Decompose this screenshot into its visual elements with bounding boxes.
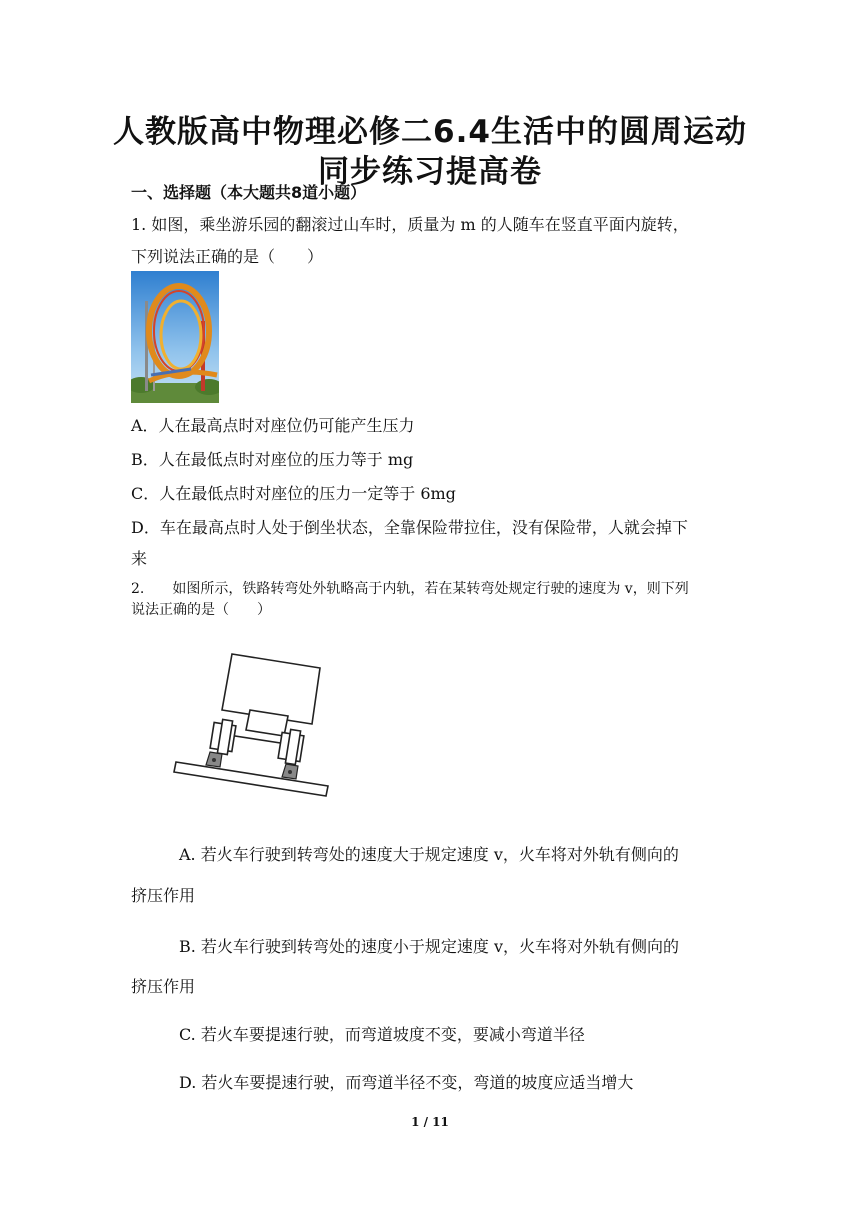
q1-option-d-line1: D．车在最高点时人处于倒坐状态，全靠保险带拉住，没有保险带，人就会掉下	[131, 518, 688, 537]
q1-stem-line2: 下列说法正确的是（ ）	[131, 247, 324, 266]
q1-option-c: C．人在最低点时对座位的压力一定等于 6mg	[131, 484, 456, 503]
q2-option-a-line2: 挤压作用	[131, 886, 196, 905]
q2-option-b-line1: B. 若火车行驶到转弯处的速度小于规定速度 v，火车将对外轨有侧向的	[131, 937, 680, 956]
q2-stem-line1: 2. 如图所示，铁路转弯处外轨略高于内轨，若在某转弯处规定行驶的速度为 v，则下列	[131, 581, 689, 597]
q2-option-b-line2: 挤压作用	[131, 977, 196, 996]
document-title-line1: 人教版高中物理必修二6.4生活中的圆周运动	[113, 114, 747, 150]
q1-stem-line1: 1. 如图，乘坐游乐园的翻滚过山车时，质量为 m 的人随车在竖直平面内旋转，	[131, 215, 689, 234]
train-on-banked-track-diagram	[172, 648, 332, 800]
q2-option-d: D. 若火车要提速行驶，而弯道半径不变，弯道的坡度应适当增大	[131, 1073, 634, 1092]
q1-option-b: B．人在最低点时对座位的压力等于 mg	[131, 450, 414, 469]
q1-option-d-line2: 来	[131, 549, 148, 568]
q1-option-a: A．人在最高点时对座位仍可能产生压力	[131, 416, 415, 435]
document-title-line2: 同步练习提高卷	[318, 154, 542, 190]
q2-option-c: C. 若火车要提速行驶，而弯道坡度不变，要减小弯道半径	[131, 1025, 585, 1044]
section-heading: 一、选择题（本大题共8道小题）	[131, 183, 367, 202]
q2-stem-line2: 说法正确的是（ ）	[131, 602, 271, 618]
q2-option-a-line1: A. 若火车行驶到转弯处的速度大于规定速度 v，火车将对外轨有侧向的	[131, 845, 679, 864]
page-number: 1 / 11	[411, 1115, 449, 1129]
roller-coaster-image	[131, 271, 219, 403]
